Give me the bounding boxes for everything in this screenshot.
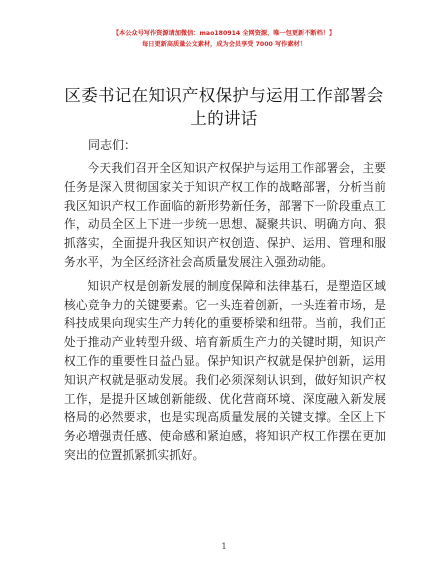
promo-banner-line-1: 【本公众号写作资源请加微信：mao180914 全网资源，唯一包更新不断档！】: [112, 30, 336, 37]
body-paragraph-2: 知识产权是创新发展的制度保障和法律基石，是塑造区域核心竞争力的关键要素。它一头连着创新，一头连着市场，是科技成果向现实生产力转化的重要桥梁和纽带。当前，我们正处于推动产业转型升级、培育新质生产力的关键时期，知识产权工作的重要性日益凸显。保护知识产权就是保护创新，运用知识产权就是驱动发展。我们必须深刻认识到，做好知识产权工作，是提升区域创新能级、优化营商环境、深度融入新发展格局的必然要求，也是实现高质量发展的关键支撑。全区上下务必增强责任感、使命感和紧迫感，将知识产权工作摆在更加突出的位置抓紧抓实抓好。: [64, 278, 386, 462]
body-paragraph-1: 今天我们召开全区知识产权保护与运用工作部署会，主要任务是深入贯彻国家关于知识产权工作的战略部署，分析当前我区知识产权工作面临的新形势新任务，部署下一阶段重点工作，动员全区上下进一步统一思想、凝聚共识、明确方向、狠抓落实，全面提升我区知识产权创造、保护、运用、管理和服务水平，为全区经济社会高质量发展注入强劲动能。: [64, 161, 386, 269]
page-number: 1: [221, 542, 227, 551]
document-title: 区委书记在知识产权保护与运用工作部署会上的讲话: [64, 86, 384, 128]
salutation: 同志们：: [88, 138, 137, 152]
document-body: [64, 159, 386, 470]
promo-banner-line-2: 每日更新高质量公文素材，成为会员享受 7000 写作素材！: [142, 41, 306, 48]
